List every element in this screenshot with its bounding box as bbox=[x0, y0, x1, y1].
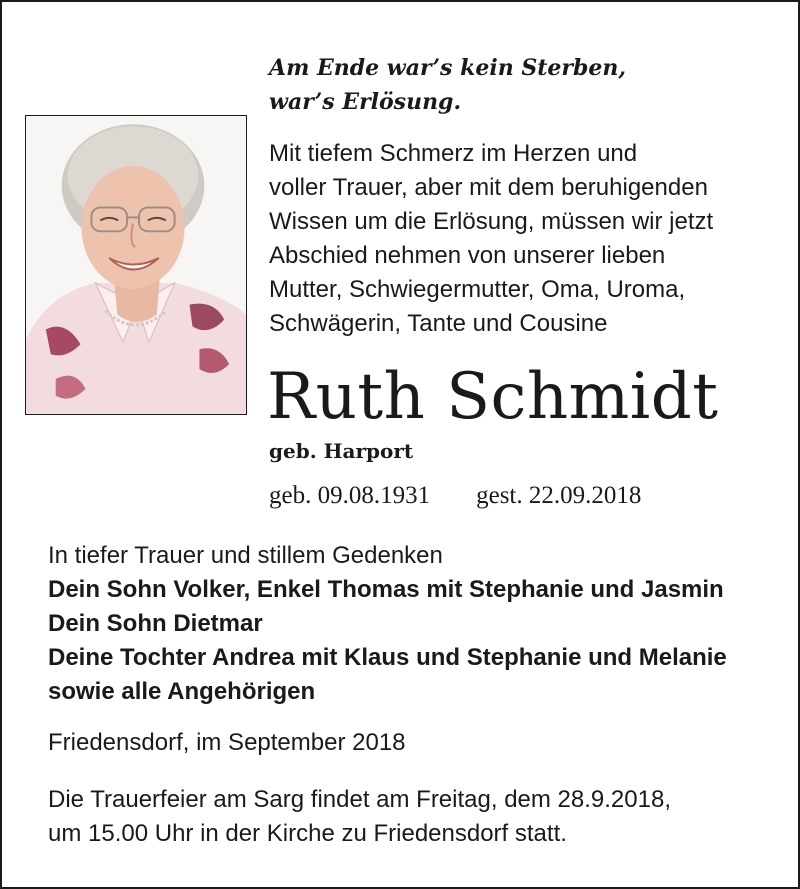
birth-date: geb. 09.08.1931 bbox=[269, 482, 431, 509]
ceremony-line: Die Trauerfeier am Sarg findet am Freitag, dem 28.9.2018, bbox=[48, 786, 671, 813]
portrait-photo bbox=[25, 115, 247, 415]
mourners-heading: In tiefer Trauer und stillem Gedenken bbox=[48, 542, 443, 569]
motto-line: war’s Erlösung. bbox=[269, 89, 462, 115]
maiden-name: geb. Harport bbox=[269, 439, 414, 463]
intro-line: Mutter, Schwiegermutter, Oma, Uroma, bbox=[269, 276, 686, 303]
mourners-block bbox=[48, 539, 788, 709]
death-date: gest. 22.09.2018 bbox=[476, 482, 642, 509]
intro-line: Mit tiefem Schmerz im Herzen und bbox=[269, 140, 638, 167]
intro-line: Schwägerin, Tante und Cousine bbox=[269, 310, 608, 337]
motto bbox=[269, 51, 626, 119]
mourner-line: Dein Sohn Dietmar bbox=[48, 610, 263, 637]
mourner-line: Dein Sohn Volker, Enkel Thomas mit Stephanie und Jasmin bbox=[48, 576, 724, 603]
life-dates bbox=[269, 480, 641, 512]
mourner-line: sowie alle Angehörigen bbox=[48, 678, 316, 705]
intro-line: Wissen um die Erlösung, müssen wir jetzt bbox=[269, 208, 714, 235]
funeral-ceremony-info bbox=[48, 783, 788, 851]
intro-line: Abschied nehmen von unserer lieben bbox=[269, 242, 666, 269]
ceremony-line: um 15.00 Uhr in der Kirche zu Friedensdorf statt. bbox=[48, 820, 567, 847]
intro-text bbox=[269, 137, 779, 341]
deceased-name: Ruth Schmidt bbox=[267, 360, 719, 434]
place-and-date: Friedensdorf, im September 2018 bbox=[48, 729, 406, 756]
intro-line: voller Trauer, aber mit dem beruhigenden bbox=[269, 174, 708, 201]
motto-line: Am Ende war’s kein Sterben, bbox=[269, 55, 627, 81]
portrait-illustration bbox=[26, 116, 246, 414]
mourner-line: Deine Tochter Andrea mit Klaus und Stephanie und Melanie bbox=[48, 644, 727, 671]
